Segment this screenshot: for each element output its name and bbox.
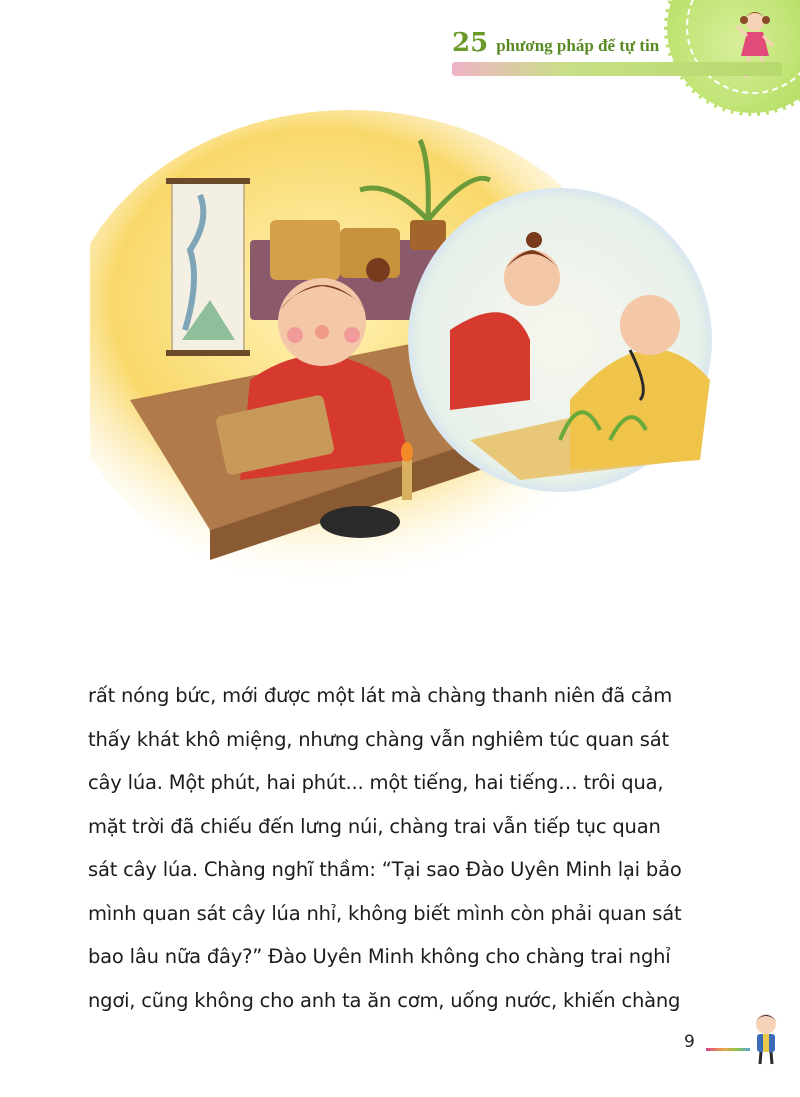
paragraph-line: mình quan sát cây lúa nhỉ, không biết mình còn phải quan sát [88,901,682,925]
boy-mascot-icon [746,1010,786,1066]
paragraph-line: sát cây lúa. Chàng nghĩ thầm: “Tại sao Đào Uyên Minh lại bảo [88,858,682,881]
header-number: 25 [452,28,489,58]
memory-bubble [410,190,710,490]
paragraph-line: thấy khát khô miệng, nhưng chàng vẫn nghiêm túc quan sát [88,727,669,751]
story-paragraph [88,674,728,1022]
oil-lamp [401,442,413,500]
ink-stone [320,506,400,538]
scholars-in-study-illustration [90,100,790,660]
paragraph-line: mặt trời đã chiếu đến lưng núi, chàng trai vẫn tiếp tục quan [88,814,661,838]
header-title: phương pháp để tự tin [496,36,660,55]
paragraph-line: ngơi, cũng không cho anh ta ăn cơm, uống nước, khiến chàng [88,988,681,1012]
book-header [452,28,659,58]
footer-bar [706,1048,750,1051]
page-number: 9 [684,1032,695,1052]
paragraph-line: bao lâu nữa đây?” Đào Uyên Minh không cho chàng trai nghỉ [88,945,671,968]
paragraph-line: cây lúa. Một phút, hai phút... một tiếng, hai tiếng… trôi qua, [88,771,664,794]
header-bar [452,62,782,76]
paragraph-line: rất nóng bức, mới được một lát mà chàng thanh niên đã cảm [88,684,673,707]
wall-scroll-painting [166,178,250,356]
